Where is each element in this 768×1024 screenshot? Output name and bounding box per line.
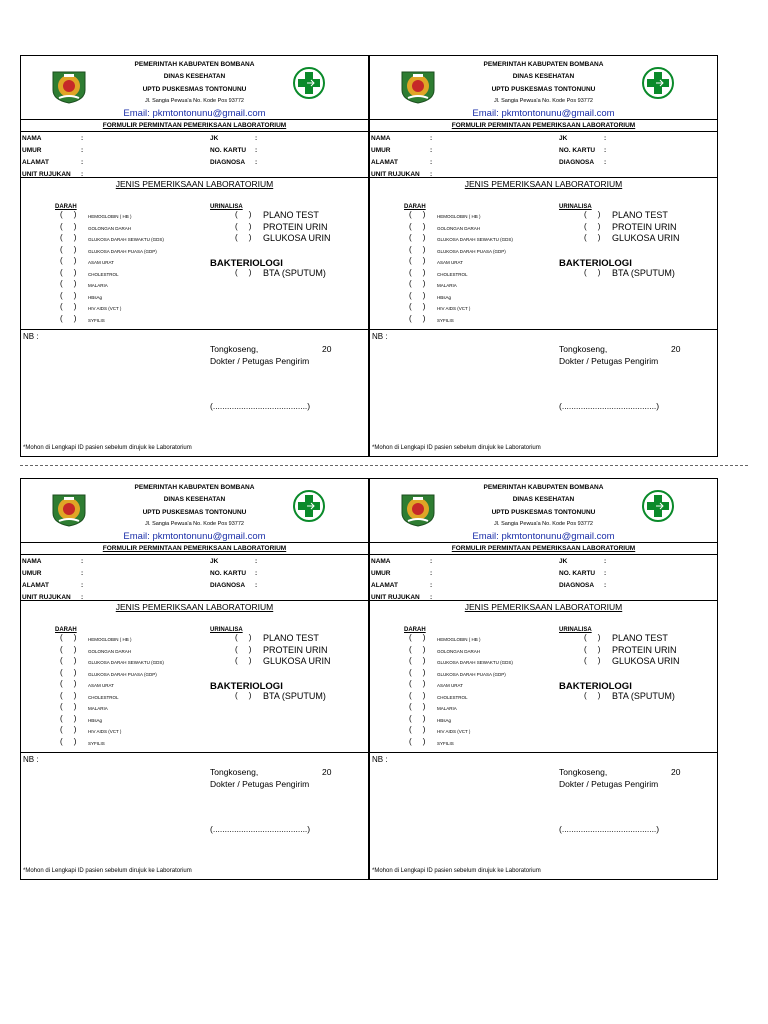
darah-item: SYFILIS — [437, 740, 454, 746]
darah-item: GLUKOSA DARAH PUASA (GDP) — [88, 248, 157, 254]
header-address: Jl. Sangia Pewua'a No. Kode Pos 93772 — [494, 98, 593, 104]
colon: : — [604, 570, 607, 577]
field-label-no-kartu: NO. KARTU — [559, 570, 596, 577]
header-department: DINAS KESEHATAN — [512, 496, 575, 503]
field-label-alamat: ALAMAT — [22, 159, 49, 166]
darah-item: CHOLESTROL — [88, 694, 119, 700]
darah-item: GOLONGAN DARAH — [88, 225, 132, 231]
signature-place: Tongkoseng, — [559, 767, 608, 777]
checkbox: ( ) — [584, 233, 601, 242]
colon: : — [255, 147, 258, 154]
lab-request-form — [20, 55, 369, 457]
letterhead — [21, 479, 368, 542]
colon: : — [255, 159, 258, 166]
checkbox: ( ) — [584, 210, 601, 219]
field-label-diagnosa: DIAGNOSA — [559, 582, 595, 589]
header-address: Jl. Sangia Pewua'a No. Kode Pos 93772 — [494, 521, 593, 527]
checkbox: ( ) — [409, 210, 426, 219]
darah-item: ASAM URAT — [437, 683, 463, 688]
divider — [21, 542, 368, 543]
puskesmas-cross-icon — [642, 67, 674, 99]
checkbox: ( ) — [235, 221, 252, 231]
form-title: FORMULIR PERMINTAAN PEMERIKSAAN LABORATORIUM — [102, 122, 287, 129]
puskesmas-cross-icon — [642, 490, 674, 522]
checkbox: ( ) — [409, 233, 426, 242]
form-title: FORMULIR PERMINTAAN PEMERIKSAAN LABORATORIUM — [451, 545, 636, 552]
darah-item: HBsAg — [88, 717, 103, 723]
urinalisa-item: PROTEIN URIN — [263, 644, 328, 655]
checkbox: ( ) — [409, 736, 426, 746]
nb-label: NB : — [372, 332, 388, 341]
field-label-jk: JK — [210, 135, 219, 142]
bakteriologi-item: BTA (SPUTUM) — [612, 268, 675, 278]
footnote: *Mohon di Lengkapi ID pasien sebelum dirujuk ke Laboratorium — [23, 868, 192, 874]
colon: : — [255, 558, 258, 565]
darah-heading: DARAH — [55, 204, 77, 210]
field-label-jk: JK — [210, 558, 219, 565]
checkbox: ( ) — [409, 702, 426, 711]
checkbox: ( ) — [584, 221, 601, 231]
colon: : — [81, 558, 84, 565]
urinalisa-item: PLANO TEST — [612, 210, 668, 220]
field-label-jk: JK — [559, 558, 568, 565]
checkbox: ( ) — [60, 279, 77, 288]
colon: : — [430, 147, 433, 154]
header-department: DINAS KESEHATAN — [163, 73, 226, 80]
bakteriologi-heading: BAKTERIOLOGI — [210, 681, 283, 692]
field-label-unit-rujukan: UNIT RUJUKAN — [22, 171, 71, 178]
darah-item: GOLONGAN DARAH — [88, 648, 132, 654]
darah-item: MALARIA — [437, 283, 457, 288]
header-government: PEMERINTAH KABUPATEN BOMBANA — [483, 61, 604, 68]
darah-item: HEMOGLOBIN ( HB ) — [88, 214, 132, 219]
darah-item: GLUKOSA DARAH SEWAKTU (GDS) — [88, 660, 164, 665]
urinalisa-item: PLANO TEST — [263, 210, 319, 220]
field-label-nama: NAMA — [371, 135, 391, 142]
header-address: Jl. Sangia Pewua'a No. Kode Pos 93772 — [145, 521, 244, 527]
darah-item: GLUKOSA DARAH PUASA (GDP) — [88, 671, 157, 677]
colon: : — [81, 582, 84, 589]
darah-item: HEMOGLOBIN ( HB ) — [437, 637, 481, 642]
bakteriologi-heading: BAKTERIOLOGI — [559, 681, 632, 692]
checkbox: ( ) — [409, 221, 426, 231]
checkbox: ( ) — [60, 736, 77, 746]
header-puskesmas: UPTD PUSKESMAS TONTONUNU — [142, 509, 247, 516]
lab-request-form — [20, 478, 369, 880]
divider — [21, 554, 368, 555]
field-label-unit-rujukan: UNIT RUJUKAN — [371, 594, 420, 601]
field-label-diagnosa: DIAGNOSA — [210, 582, 246, 589]
cut-line — [20, 465, 748, 466]
header-puskesmas: UPTD PUSKESMAS TONTONUNU — [491, 86, 596, 93]
urinalisa-item: PROTEIN URIN — [612, 644, 677, 655]
darah-item: SYFILIS — [88, 740, 105, 746]
colon: : — [81, 594, 84, 601]
footnote: *Mohon di Lengkapi ID pasien sebelum dirujuk ke Laboratorium — [372, 445, 541, 451]
signature-blank: (........................................) — [210, 401, 311, 411]
colon: : — [604, 582, 607, 589]
urinalisa-heading: URINALISA — [210, 204, 243, 210]
divider — [370, 554, 717, 555]
checkbox: ( ) — [409, 667, 426, 677]
form-title: FORMULIR PERMINTAAN PEMERIKSAAN LABORATORIUM — [451, 122, 636, 129]
darah-item: MALARIA — [88, 283, 108, 288]
darah-item: HIV AIDS (VCT ) — [88, 729, 122, 734]
urinalisa-item: GLUKOSA URIN — [612, 656, 680, 666]
urinalisa-item: GLUKOSA URIN — [612, 233, 680, 243]
darah-item: HEMOGLOBIN ( HB ) — [437, 214, 481, 219]
checkbox: ( ) — [409, 633, 426, 642]
header-address: Jl. Sangia Pewua'a No. Kode Pos 93772 — [145, 98, 244, 104]
colon: : — [430, 171, 433, 178]
exam-title: JENIS PEMERIKSAAN LABORATORIUM — [115, 602, 274, 612]
darah-item: HIV AIDS (VCT ) — [437, 729, 471, 734]
darah-item: CHOLESTROL — [88, 271, 119, 277]
footnote: *Mohon di Lengkapi ID pasien sebelum dirujuk ke Laboratorium — [23, 445, 192, 451]
field-label-unit-rujukan: UNIT RUJUKAN — [371, 171, 420, 178]
checkbox: ( ) — [584, 656, 601, 665]
darah-item: GLUKOSA DARAH PUASA (GDP) — [437, 671, 506, 677]
checkbox: ( ) — [409, 313, 426, 323]
darah-heading: DARAH — [404, 627, 426, 633]
checkbox: ( ) — [60, 679, 77, 688]
signature-place: Tongkoseng, — [559, 344, 608, 354]
colon: : — [255, 582, 258, 589]
field-label-no-kartu: NO. KARTU — [210, 570, 247, 577]
urinalisa-heading: URINALISA — [210, 627, 243, 633]
exam-title: JENIS PEMERIKSAAN LABORATORIUM — [464, 602, 623, 612]
checkbox: ( ) — [409, 290, 426, 300]
checkbox: ( ) — [235, 633, 252, 642]
darah-item: HIV AIDS (VCT ) — [437, 306, 471, 311]
field-label-umur: UMUR — [22, 147, 42, 154]
darah-heading: DARAH — [404, 204, 426, 210]
darah-item: CHOLESTROL — [437, 271, 468, 277]
colon: : — [81, 570, 84, 577]
darah-item: HBsAg — [88, 294, 103, 300]
divider — [370, 119, 717, 120]
checkbox: ( ) — [409, 679, 426, 688]
darah-item: SYFILIS — [88, 317, 105, 323]
darah-item: ASAM URAT — [88, 683, 114, 688]
signature-sender-label: Dokter / Petugas Pengirim — [210, 779, 310, 789]
header-government: PEMERINTAH KABUPATEN BOMBANA — [134, 61, 255, 68]
checkbox: ( ) — [235, 268, 252, 277]
field-label-alamat: ALAMAT — [22, 582, 49, 589]
lab-request-form — [369, 478, 718, 880]
darah-item: HEMOGLOBIN ( HB ) — [88, 637, 132, 642]
urinalisa-heading: URINALISA — [559, 627, 592, 633]
checkbox: ( ) — [409, 302, 426, 311]
field-label-nama: NAMA — [22, 135, 42, 142]
checkbox: ( ) — [235, 210, 252, 219]
exam-title: JENIS PEMERIKSAAN LABORATORIUM — [464, 179, 623, 189]
urinalisa-item: PLANO TEST — [612, 633, 668, 643]
checkbox: ( ) — [409, 256, 426, 265]
darah-heading: DARAH — [55, 627, 77, 633]
darah-item: GLUKOSA DARAH PUASA (GDP) — [437, 248, 506, 254]
colon: : — [430, 594, 433, 601]
header-department: DINAS KESEHATAN — [512, 73, 575, 80]
checkbox: ( ) — [235, 644, 252, 654]
signature-sender-label: Dokter / Petugas Pengirim — [559, 356, 659, 366]
signature-sender-label: Dokter / Petugas Pengirim — [559, 779, 659, 789]
signature-sender-label: Dokter / Petugas Pengirim — [210, 356, 310, 366]
checkbox: ( ) — [60, 656, 77, 665]
checkbox: ( ) — [409, 644, 426, 654]
checkbox: ( ) — [60, 690, 77, 700]
checkbox: ( ) — [60, 633, 77, 642]
checkbox: ( ) — [409, 656, 426, 665]
checkbox: ( ) — [60, 702, 77, 711]
darah-item: GLUKOSA DARAH SEWAKTU (GDS) — [437, 237, 513, 242]
checkbox: ( ) — [60, 725, 77, 734]
divider — [370, 600, 717, 601]
darah-item: GLUKOSA DARAH SEWAKTU (GDS) — [437, 660, 513, 665]
signature-place: Tongkoseng, — [210, 767, 259, 777]
colon: : — [604, 135, 607, 142]
divider — [370, 329, 717, 330]
email-address: Email: pkmtontonunu@gmail.com — [123, 531, 266, 542]
field-label-no-kartu: NO. KARTU — [559, 147, 596, 154]
email-address: Email: pkmtontonunu@gmail.com — [472, 108, 615, 119]
checkbox: ( ) — [409, 713, 426, 723]
bakteriologi-item: BTA (SPUTUM) — [263, 268, 326, 278]
signature-place: Tongkoseng, — [210, 344, 259, 354]
divider — [370, 752, 717, 753]
puskesmas-cross-icon — [293, 67, 325, 99]
signature-blank: (........................................) — [559, 824, 660, 834]
field-label-nama: NAMA — [22, 558, 42, 565]
checkbox: ( ) — [60, 221, 77, 231]
nb-label: NB : — [23, 332, 39, 341]
field-label-alamat: ALAMAT — [371, 582, 398, 589]
checkbox: ( ) — [60, 267, 77, 277]
field-label-umur: UMUR — [22, 570, 42, 577]
exam-title: JENIS PEMERIKSAAN LABORATORIUM — [115, 179, 274, 189]
signature-year: 20 — [671, 344, 681, 354]
colon: : — [81, 135, 84, 142]
colon: : — [604, 558, 607, 565]
checkbox: ( ) — [235, 656, 252, 665]
urinalisa-item: PROTEIN URIN — [612, 221, 677, 232]
checkbox: ( ) — [409, 725, 426, 734]
divider — [370, 542, 717, 543]
email-address: Email: pkmtontonunu@gmail.com — [123, 108, 266, 119]
checkbox: ( ) — [60, 644, 77, 654]
checkbox: ( ) — [60, 290, 77, 300]
divider — [21, 177, 368, 178]
letterhead — [370, 56, 717, 119]
checkbox: ( ) — [584, 633, 601, 642]
checkbox: ( ) — [60, 256, 77, 265]
urinalisa-item: PLANO TEST — [263, 633, 319, 643]
colon: : — [430, 582, 433, 589]
bakteriologi-heading: BAKTERIOLOGI — [210, 258, 283, 269]
email-address: Email: pkmtontonunu@gmail.com — [472, 531, 615, 542]
darah-item: SYFILIS — [437, 317, 454, 323]
divider — [370, 177, 717, 178]
checkbox: ( ) — [235, 691, 252, 700]
checkbox: ( ) — [60, 244, 77, 254]
urinalisa-heading: URINALISA — [559, 204, 592, 210]
field-label-no-kartu: NO. KARTU — [210, 147, 247, 154]
darah-item: GOLONGAN DARAH — [437, 225, 481, 231]
letterhead — [21, 56, 368, 119]
nb-label: NB : — [372, 755, 388, 764]
checkbox: ( ) — [584, 644, 601, 654]
colon: : — [81, 159, 84, 166]
urinalisa-item: GLUKOSA URIN — [263, 233, 331, 243]
darah-item: ASAM URAT — [88, 260, 114, 265]
divider — [21, 752, 368, 753]
checkbox: ( ) — [60, 302, 77, 311]
field-label-diagnosa: DIAGNOSA — [210, 159, 246, 166]
checkbox: ( ) — [409, 279, 426, 288]
darah-item: GLUKOSA DARAH SEWAKTU (GDS) — [88, 237, 164, 242]
colon: : — [430, 135, 433, 142]
checkbox: ( ) — [409, 690, 426, 700]
field-label-unit-rujukan: UNIT RUJUKAN — [22, 594, 71, 601]
form-title: FORMULIR PERMINTAAN PEMERIKSAAN LABORATORIUM — [102, 545, 287, 552]
darah-item: HIV AIDS (VCT ) — [88, 306, 122, 311]
signature-blank: (........................................) — [210, 824, 311, 834]
nb-label: NB : — [23, 755, 39, 764]
header-government: PEMERINTAH KABUPATEN BOMBANA — [483, 484, 604, 491]
divider — [21, 329, 368, 330]
checkbox: ( ) — [60, 667, 77, 677]
signature-blank: (........................................) — [559, 401, 660, 411]
field-label-nama: NAMA — [371, 558, 391, 565]
divider — [21, 600, 368, 601]
signature-year: 20 — [671, 767, 681, 777]
darah-item: MALARIA — [437, 706, 457, 711]
checkbox: ( ) — [235, 233, 252, 242]
footnote: *Mohon di Lengkapi ID pasien sebelum dirujuk ke Laboratorium — [372, 868, 541, 874]
darah-item: HBsAg — [437, 294, 452, 300]
checkbox: ( ) — [409, 267, 426, 277]
divider — [370, 131, 717, 132]
colon: : — [255, 135, 258, 142]
signature-year: 20 — [322, 767, 332, 777]
header-puskesmas: UPTD PUSKESMAS TONTONUNU — [142, 86, 247, 93]
field-label-umur: UMUR — [371, 570, 391, 577]
darah-item: ASAM URAT — [437, 260, 463, 265]
bakteriologi-item: BTA (SPUTUM) — [263, 691, 326, 701]
colon: : — [81, 171, 84, 178]
colon: : — [604, 147, 607, 154]
checkbox: ( ) — [60, 233, 77, 242]
checkbox: ( ) — [60, 313, 77, 323]
bakteriologi-item: BTA (SPUTUM) — [612, 691, 675, 701]
checkbox: ( ) — [60, 713, 77, 723]
urinalisa-item: PROTEIN URIN — [263, 221, 328, 232]
colon: : — [604, 159, 607, 166]
darah-item: HBsAg — [437, 717, 452, 723]
colon: : — [430, 159, 433, 166]
field-label-jk: JK — [559, 135, 568, 142]
darah-item: MALARIA — [88, 706, 108, 711]
checkbox: ( ) — [60, 210, 77, 219]
darah-item: CHOLESTROL — [437, 694, 468, 700]
header-puskesmas: UPTD PUSKESMAS TONTONUNU — [491, 509, 596, 516]
field-label-diagnosa: DIAGNOSA — [559, 159, 595, 166]
field-label-umur: UMUR — [371, 147, 391, 154]
colon: : — [430, 570, 433, 577]
checkbox: ( ) — [584, 268, 601, 277]
puskesmas-cross-icon — [293, 490, 325, 522]
checkbox: ( ) — [584, 691, 601, 700]
divider — [21, 131, 368, 132]
colon: : — [430, 558, 433, 565]
bakteriologi-heading: BAKTERIOLOGI — [559, 258, 632, 269]
lab-request-form — [369, 55, 718, 457]
signature-year: 20 — [322, 344, 332, 354]
colon: : — [81, 147, 84, 154]
header-government: PEMERINTAH KABUPATEN BOMBANA — [134, 484, 255, 491]
field-label-alamat: ALAMAT — [371, 159, 398, 166]
checkbox: ( ) — [409, 244, 426, 254]
letterhead — [370, 479, 717, 542]
divider — [21, 119, 368, 120]
urinalisa-item: GLUKOSA URIN — [263, 656, 331, 666]
header-department: DINAS KESEHATAN — [163, 496, 226, 503]
darah-item: GOLONGAN DARAH — [437, 648, 481, 654]
colon: : — [255, 570, 258, 577]
